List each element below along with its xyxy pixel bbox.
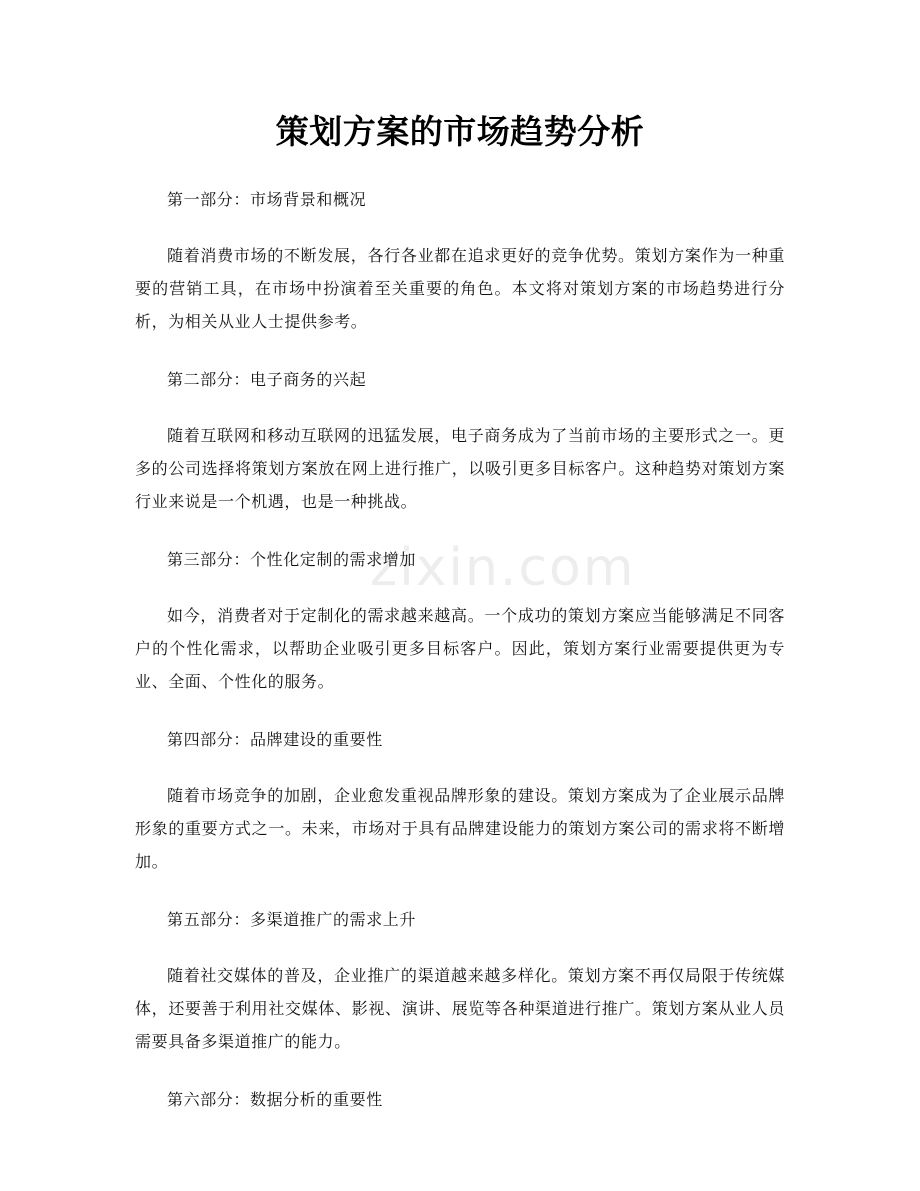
watermark: zixin.com — [370, 538, 636, 598]
section-heading-4: 第四部分：品牌建设的重要性 — [167, 730, 383, 749]
section-paragraph-4: 随着市场竞争的加剧，企业愈发重视品牌形象的建设。策划方案成为了企业展示品牌形象的重要方式之一。未来，市场对于具有品牌建设能力的策划方案公司的需求将不断增加。 — [135, 786, 785, 871]
section-paragraph-3: 如今，消费者对于定制化的需求越来越高。一个成功的策划方案应当能够满足不同客户的个性化需求，以帮助企业吸引更多目标客户。因此，策划方案行业需要提供更为专业、全面、个性化的服务。 — [135, 606, 785, 691]
section-heading-2: 第二部分：电子商务的兴起 — [167, 370, 367, 389]
section-paragraph-2: 随着互联网和移动互联网的迅猛发展，电子商务成为了当前市场的主要形式之一。更多的公司选择将策划方案放在网上进行推广，以吸引更多目标客户。这种趋势对策划方案行业来说是一个机遇，也是一种挑战。 — [135, 426, 785, 511]
document-body — [135, 183, 785, 1139]
section-heading-1: 第一部分：市场背景和概况 — [167, 190, 367, 209]
section-heading-3: 第三部分：个性化定制的需求增加 — [167, 550, 417, 569]
section-heading-6: 第六部分：数据分析的重要性 — [167, 1090, 383, 1109]
section-paragraph-1: 随着消费市场的不断发展，各行各业都在追求更好的竞争优势。策划方案作为一种重要的营销工具，在市场中扮演着至关重要的角色。本文将对策划方案的市场趋势进行分析，为相关从业人士提供参考。 — [135, 246, 785, 331]
document-title: 策划方案的市场趋势分析 — [275, 112, 645, 151]
section-heading-5: 第五部分：多渠道推广的需求上升 — [167, 910, 417, 929]
section-paragraph-5: 随着社交媒体的普及，企业推广的渠道越来越多样化。策划方案不再仅局限于传统媒体，还要善于利用社交媒体、影视、演讲、展览等各种渠道进行推广。策划方案从业人员需要具备多渠道推广的能力。 — [135, 966, 785, 1051]
